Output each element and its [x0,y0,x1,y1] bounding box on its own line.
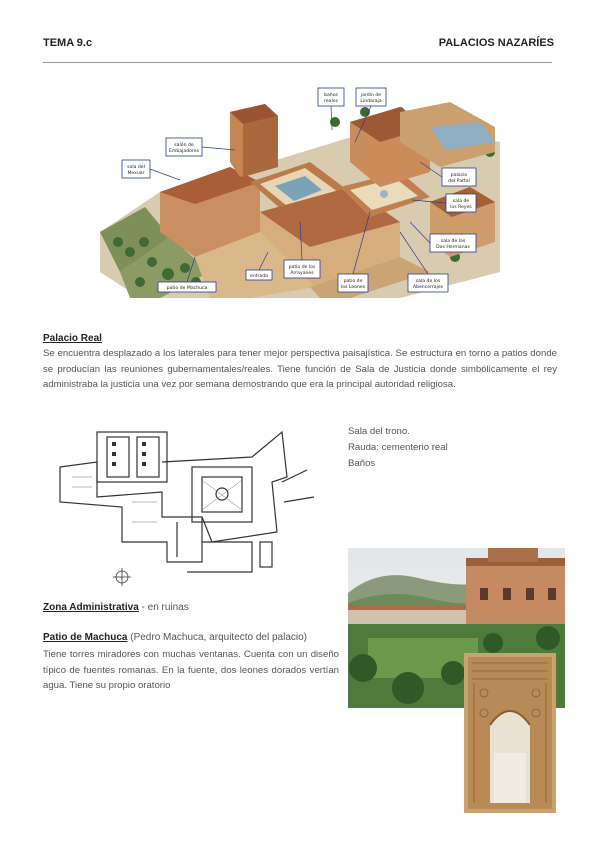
aerial-illustration [100,82,500,298]
label-abencerrajes-1: sala de los [415,279,441,284]
header-topic: TEMA 9.c [43,37,93,49]
zona-administrativa-title: Zona Administrativa [43,602,139,613]
label-mexuar-1: sala del [127,165,145,170]
label-embajadores-2: Embajadores [169,149,199,154]
header-divider [43,62,552,63]
label-partal-2: del Partal [448,179,470,184]
carved-niche-photo [464,653,556,813]
label-leones-2: los Leones [340,285,366,290]
label-partal-1: palacio [450,173,468,178]
palacio-real-text: Se encuentra desplazado a los laterales para tener mejor perspectiva paisajística. Se estructura en torno a patios donde se producían las reuniones gubernamentales/reales. Tiene función de Sala de Justicia donde simbólicamente el rey administraba la justicia una vez por semana demostrando que era la principal autoridad religiosa. [43,348,557,391]
label-banos-reales-1: baños [324,93,338,98]
patio-machuca-suffix: (Pedro Machuca, arquitecto del palacio) [127,632,308,643]
note-sala-trono: Sala del trono. [348,426,410,437]
patio-machuca-text: Tiene torres miradores con muchas ventanas. Cuenta con un diseño típico de fuentes romanas. En la fuente, dos leones dorados vertían agua. Tiene su propio oratorio [43,649,339,692]
label-arrayanes-2: Arrayanes [290,271,314,276]
label-arrayanes-1: patio de los [288,265,316,270]
patio-machuca-title: Patio de Machuca [43,632,128,643]
label-dos-hermanas-2: Dos Hermanas [436,245,470,250]
floor-plan-drawing [52,422,322,590]
label-embajadores-1: salón de [174,143,194,148]
note-banos: Baños [348,458,376,469]
zona-administrativa-suffix: - en ruinas [138,602,189,613]
label-entrada: entrada [250,274,268,279]
label-patio-machuca: patio de Machuca [166,286,208,291]
note-rauda: Rauda: cementerio real [348,442,448,453]
label-reyes-1: sala de [452,199,470,204]
patio-machuca-heading [43,632,307,643]
label-leones-1: patio de [343,279,363,284]
label-abencerrajes-2: Abencerrajes [412,285,444,290]
zona-administrativa [43,602,189,613]
label-dos-hermanas-1: sala de las [440,239,466,244]
plan-notes [348,424,448,472]
label-lindaraja-1: jardín de [360,93,382,98]
header-title: PALACIOS NAZARÍES [438,37,554,49]
label-reyes-2: los Reyes [450,205,472,210]
label-lindaraja-2: Lindaraja [360,99,382,104]
label-banos-reales-2: reales [324,99,338,104]
label-mexuar-2: Mexuar [127,171,145,176]
compass-icon [113,568,131,586]
palacio-real-title: Palacio Real [43,333,102,344]
